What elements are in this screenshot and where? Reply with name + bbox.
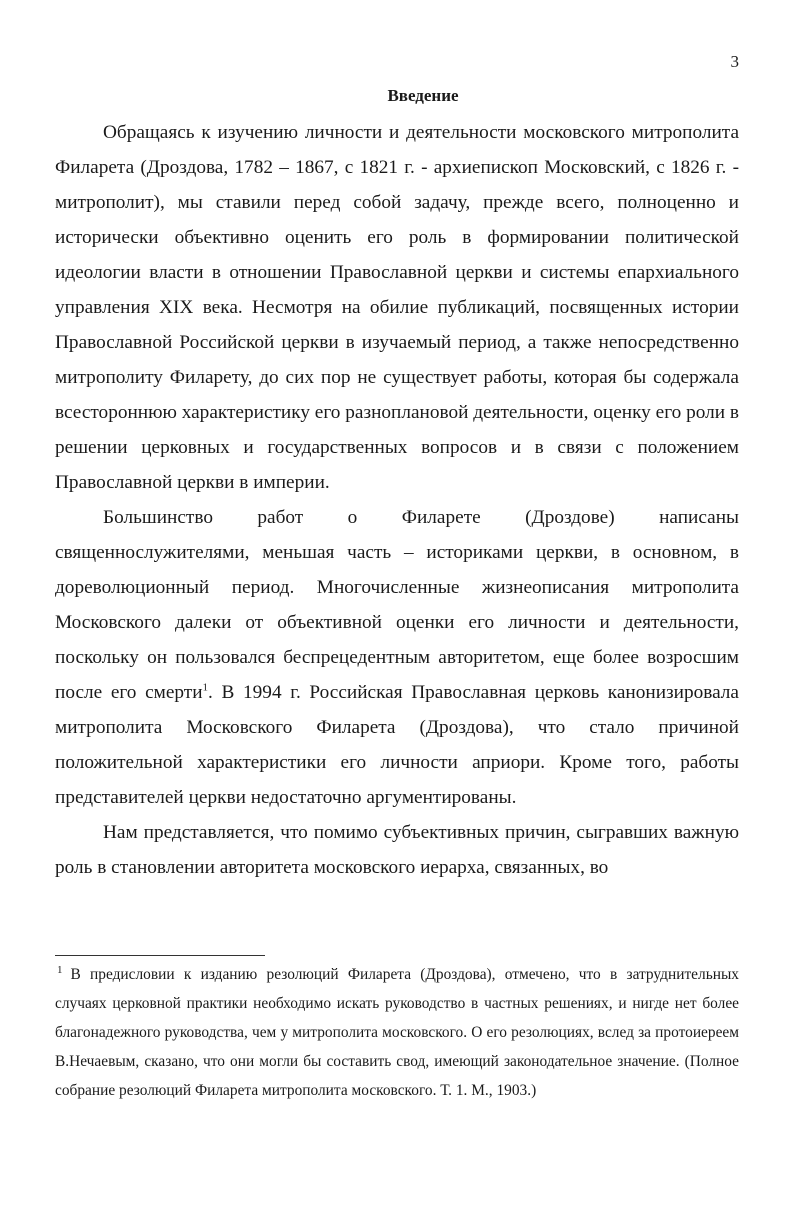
paragraph-text: . В 1994 г. Российская Православная церковь канонизировала митрополита Московского Филарета (Дроздова), что стало причиной положительной характеристики его личности априори. Кроме того, работы представителей церкви недостаточно аргументированы.	[55, 682, 739, 808]
paragraph: Нам представляется, что помимо субъективных причин, сыгравших важную роль в становлении авторитета московского иерарха, связанных, во	[55, 822, 739, 878]
paragraph-text: Большинство работ о Филарете (Дроздове) написаны священнослужителями, меньшая часть – историками церкви, в основном, в дореволюционный период. Многочисленные жизнеописания митрополита Московского далеки от объективной оценки его личности и деятельности, поскольку он пользовался беспрецедентным авторитетом, еще более возросшим после его смерти	[55, 507, 739, 703]
footnote-text: В предисловии к изданию резолюций Филарета (Дроздова), отмечено, что в затруднительных случаях церковной практики необходимо искать руководство в частных решениях, и нигде нет более благонадежного руководства, чем у митрополита московского. О его резолюциях, вслед за протоиереем В.Нечаевым, сказано, что они могли бы составить свод, имеющий законодательное значение. (Полное собрание резолюций Филарета митрополита московского. Т. 1. М., 1903.)	[55, 966, 739, 1099]
paragraph	[55, 500, 739, 815]
footnote-paragraph	[55, 960, 739, 1105]
footnote-mark: 1	[57, 963, 63, 976]
footnote	[55, 960, 739, 1105]
body-text	[55, 115, 739, 885]
footnote-separator	[55, 955, 265, 956]
paragraph: Обращаясь к изучению личности и деятельности московского митрополита Филарета (Дроздова, 1782 – 1867, с 1821 г. - архиепископ Московский, с 1826 г. - митрополит), мы ставили перед собой задачу, прежде всего, полноценно и исторически объективно оценить его роль в формировании политической идеологии власти в отношении Православной церкви и системы епархиального управления XIX века. Несмотря на обилие публикаций, посвященных истории Православной Российской церкви в изучаемый период, а также непосредственно митрополиту Филарету, до сих пор не существует работы, которая бы содержала всестороннюю характеристику его разноплановой деятельности, оценку его роли в решении церковных и государственных вопросов и в связи с положением Православной церкви в империи.	[55, 122, 739, 493]
page-number: 3	[730, 52, 739, 71]
footnote-reference: 1	[202, 681, 209, 694]
section-title: Введение	[387, 86, 459, 105]
